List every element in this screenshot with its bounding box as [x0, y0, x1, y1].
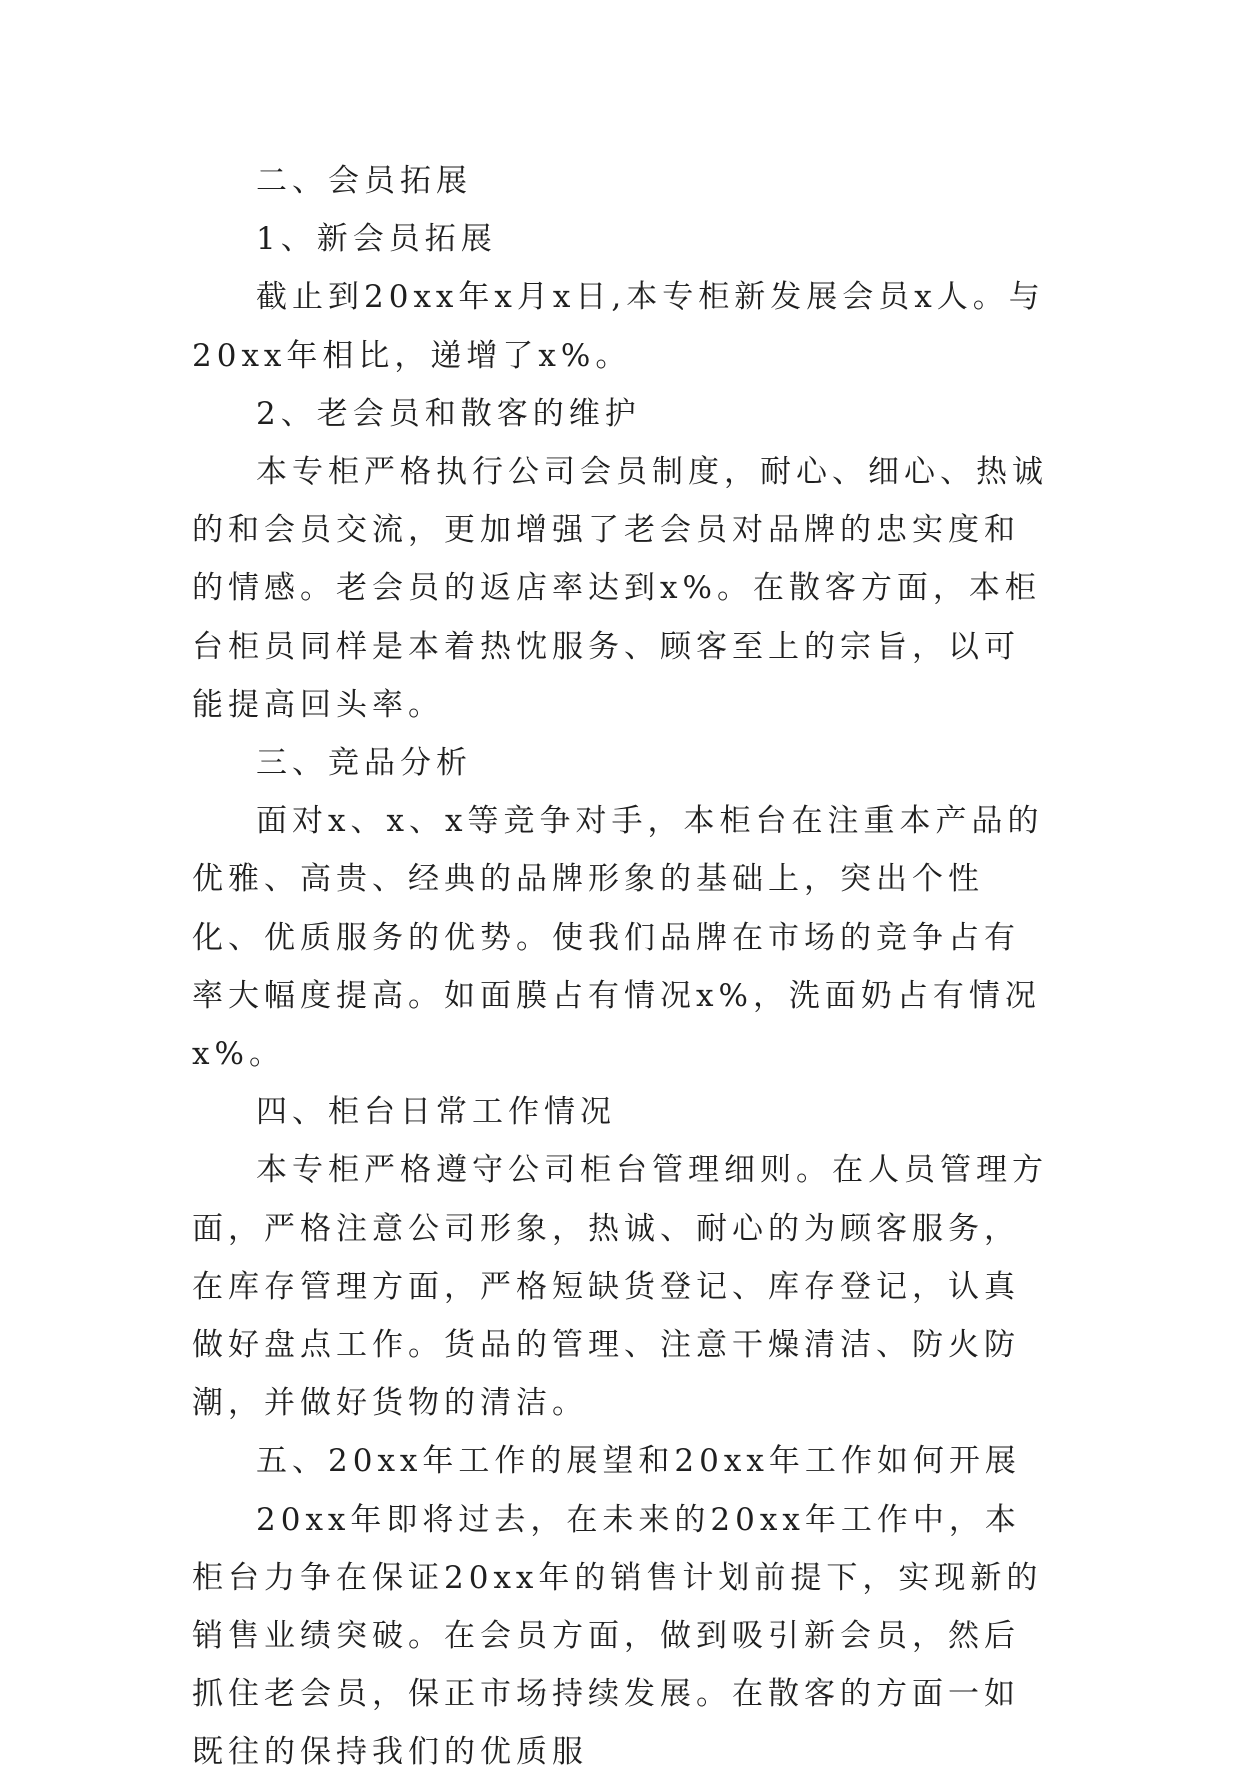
- section-heading-outlook: 五、20xx年工作的展望和20xx年工作如何开展: [256, 1443, 1021, 1480]
- subheading-old-member-maintenance: 2、老会员和散客的维护: [256, 395, 641, 432]
- section-heading-competitor-analysis: 三、竞品分析: [256, 745, 472, 782]
- paragraph-member-maintenance: 本专柜严格执行公司会员制度，耐心、细心、热诚的和会员交流，更加增强了老会员对品牌的忠实度和的情感。老会员的返店率达到x%。在散客方面，本柜台柜员同样是本着热忱服务、顾客至上的宗旨，以可能提高回头率。: [192, 454, 1048, 723]
- paragraph-competitor-analysis: 面对x、x、x等竞争对手，本柜台在注重本产品的优雅、高贵、经典的品牌形象的基础上，突出个性化、优质服务的优势。使我们品牌在市场的竞争占有率大幅度提高。如面膜占有情况x%，洗面奶占有情况x%。: [192, 803, 1044, 1073]
- paragraph-outlook: 20xx年即将过去，在未来的20xx年工作中，本柜台力争在保证20xx年的销售计划前提下，实现新的销售业绩突破。在会员方面，做到吸引新会员，然后抓住老会员，保正市场持续发展。在散客的方面一如既往的保持我们的优质服: [192, 1501, 1043, 1771]
- section-heading-daily-work: 四、柜台日常工作情况: [256, 1094, 616, 1131]
- document-body: [192, 152, 1054, 1782]
- paragraph-new-member-stats: 截止到20xx年x月x日,本专柜新发展会员x人。与20xx年相比，递增了x%。: [192, 279, 1045, 374]
- section-heading-member-expansion: 二、会员拓展: [256, 163, 472, 199]
- subheading-new-member-expansion: 1、新会员拓展: [256, 221, 497, 258]
- paragraph-daily-work: 本专柜严格遵守公司柜台管理细则。在人员管理方面，严格注意公司形象，热诚、耐心的为顾客服务，在库存管理方面，严格短缺货登记、库存登记，认真做好盘点工作。货品的管理、注意干燥清洁、防火防潮，并做好货物的清洁。: [192, 1152, 1048, 1422]
